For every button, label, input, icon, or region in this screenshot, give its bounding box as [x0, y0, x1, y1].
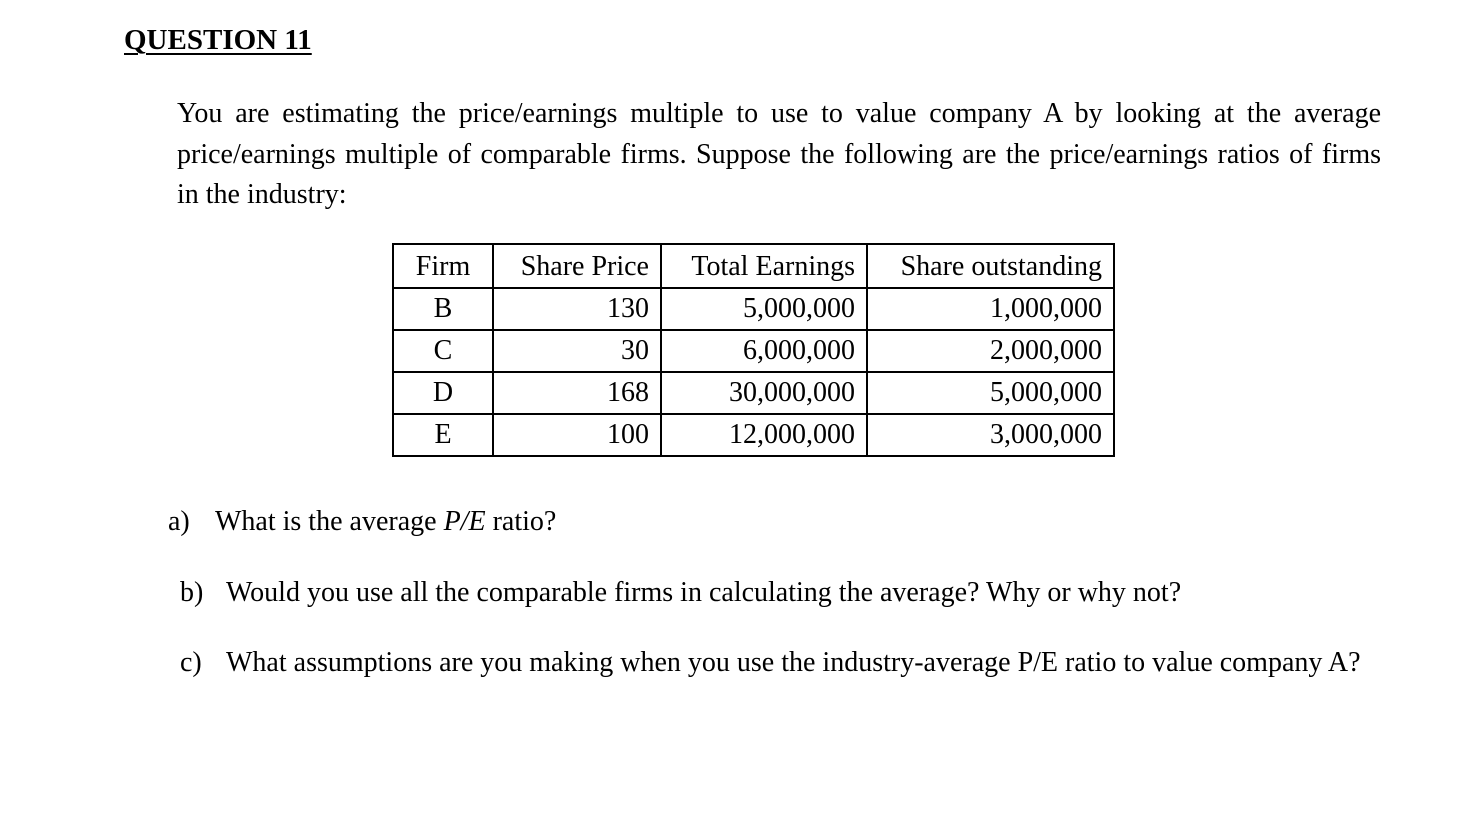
question-a-text-pre: What is the average [215, 506, 444, 537]
question-c-label: c) [180, 647, 202, 678]
question-b [180, 577, 1181, 609]
question-c-text: What assumptions are you making when you use the industry-average P/E ratio to value company A? [226, 647, 1361, 678]
table-row [393, 372, 1114, 414]
question-b-label: b) [180, 577, 204, 608]
table-row [393, 330, 1114, 372]
intro-line: You are estimating the price/earnings multiple to use to value company A by looking at the average [177, 98, 1381, 129]
header-firm: Firm [393, 244, 493, 288]
cell-share-price: 130 [493, 288, 661, 330]
table-header-row [393, 244, 1114, 288]
question-title: QUESTION 11 [124, 24, 312, 56]
cell-share-price: 30 [493, 330, 661, 372]
cell-firm: E [393, 414, 493, 456]
cell-share-price: 168 [493, 372, 661, 414]
cell-total-earnings: 30,000,000 [661, 372, 867, 414]
table-row [393, 288, 1114, 330]
question-b-text: Would you use all the comparable firms in calculating the average? Why or why not? [226, 577, 1182, 608]
cell-shares-outstanding: 3,000,000 [867, 414, 1114, 456]
cell-share-price: 100 [493, 414, 661, 456]
intro-line: in the industry: [177, 179, 347, 210]
cell-shares-outstanding: 5,000,000 [867, 372, 1114, 414]
cell-total-earnings: 5,000,000 [661, 288, 867, 330]
question-a-label: a) [168, 506, 190, 537]
table-row [393, 414, 1114, 456]
cell-shares-outstanding: 1,000,000 [867, 288, 1114, 330]
header-share-price: Share Price [493, 244, 661, 288]
cell-firm: D [393, 372, 493, 414]
cell-firm: C [393, 330, 493, 372]
pe-table [392, 243, 1115, 457]
cell-total-earnings: 12,000,000 [661, 414, 867, 456]
cell-firm: B [393, 288, 493, 330]
header-shares-outstanding: Share outstanding [867, 244, 1114, 288]
intro-paragraph [177, 94, 1381, 216]
question-a [168, 506, 556, 538]
question-a-text-post: ratio? [485, 506, 557, 537]
cell-shares-outstanding: 2,000,000 [867, 330, 1114, 372]
header-total-earnings: Total Earnings [661, 244, 867, 288]
question-a-text-italic: P/E [443, 506, 486, 537]
cell-total-earnings: 6,000,000 [661, 330, 867, 372]
question-c [180, 647, 1361, 679]
intro-line: price/earnings multiple of comparable firms. Suppose the following are the price/earnings ratios of firms [177, 138, 1381, 170]
